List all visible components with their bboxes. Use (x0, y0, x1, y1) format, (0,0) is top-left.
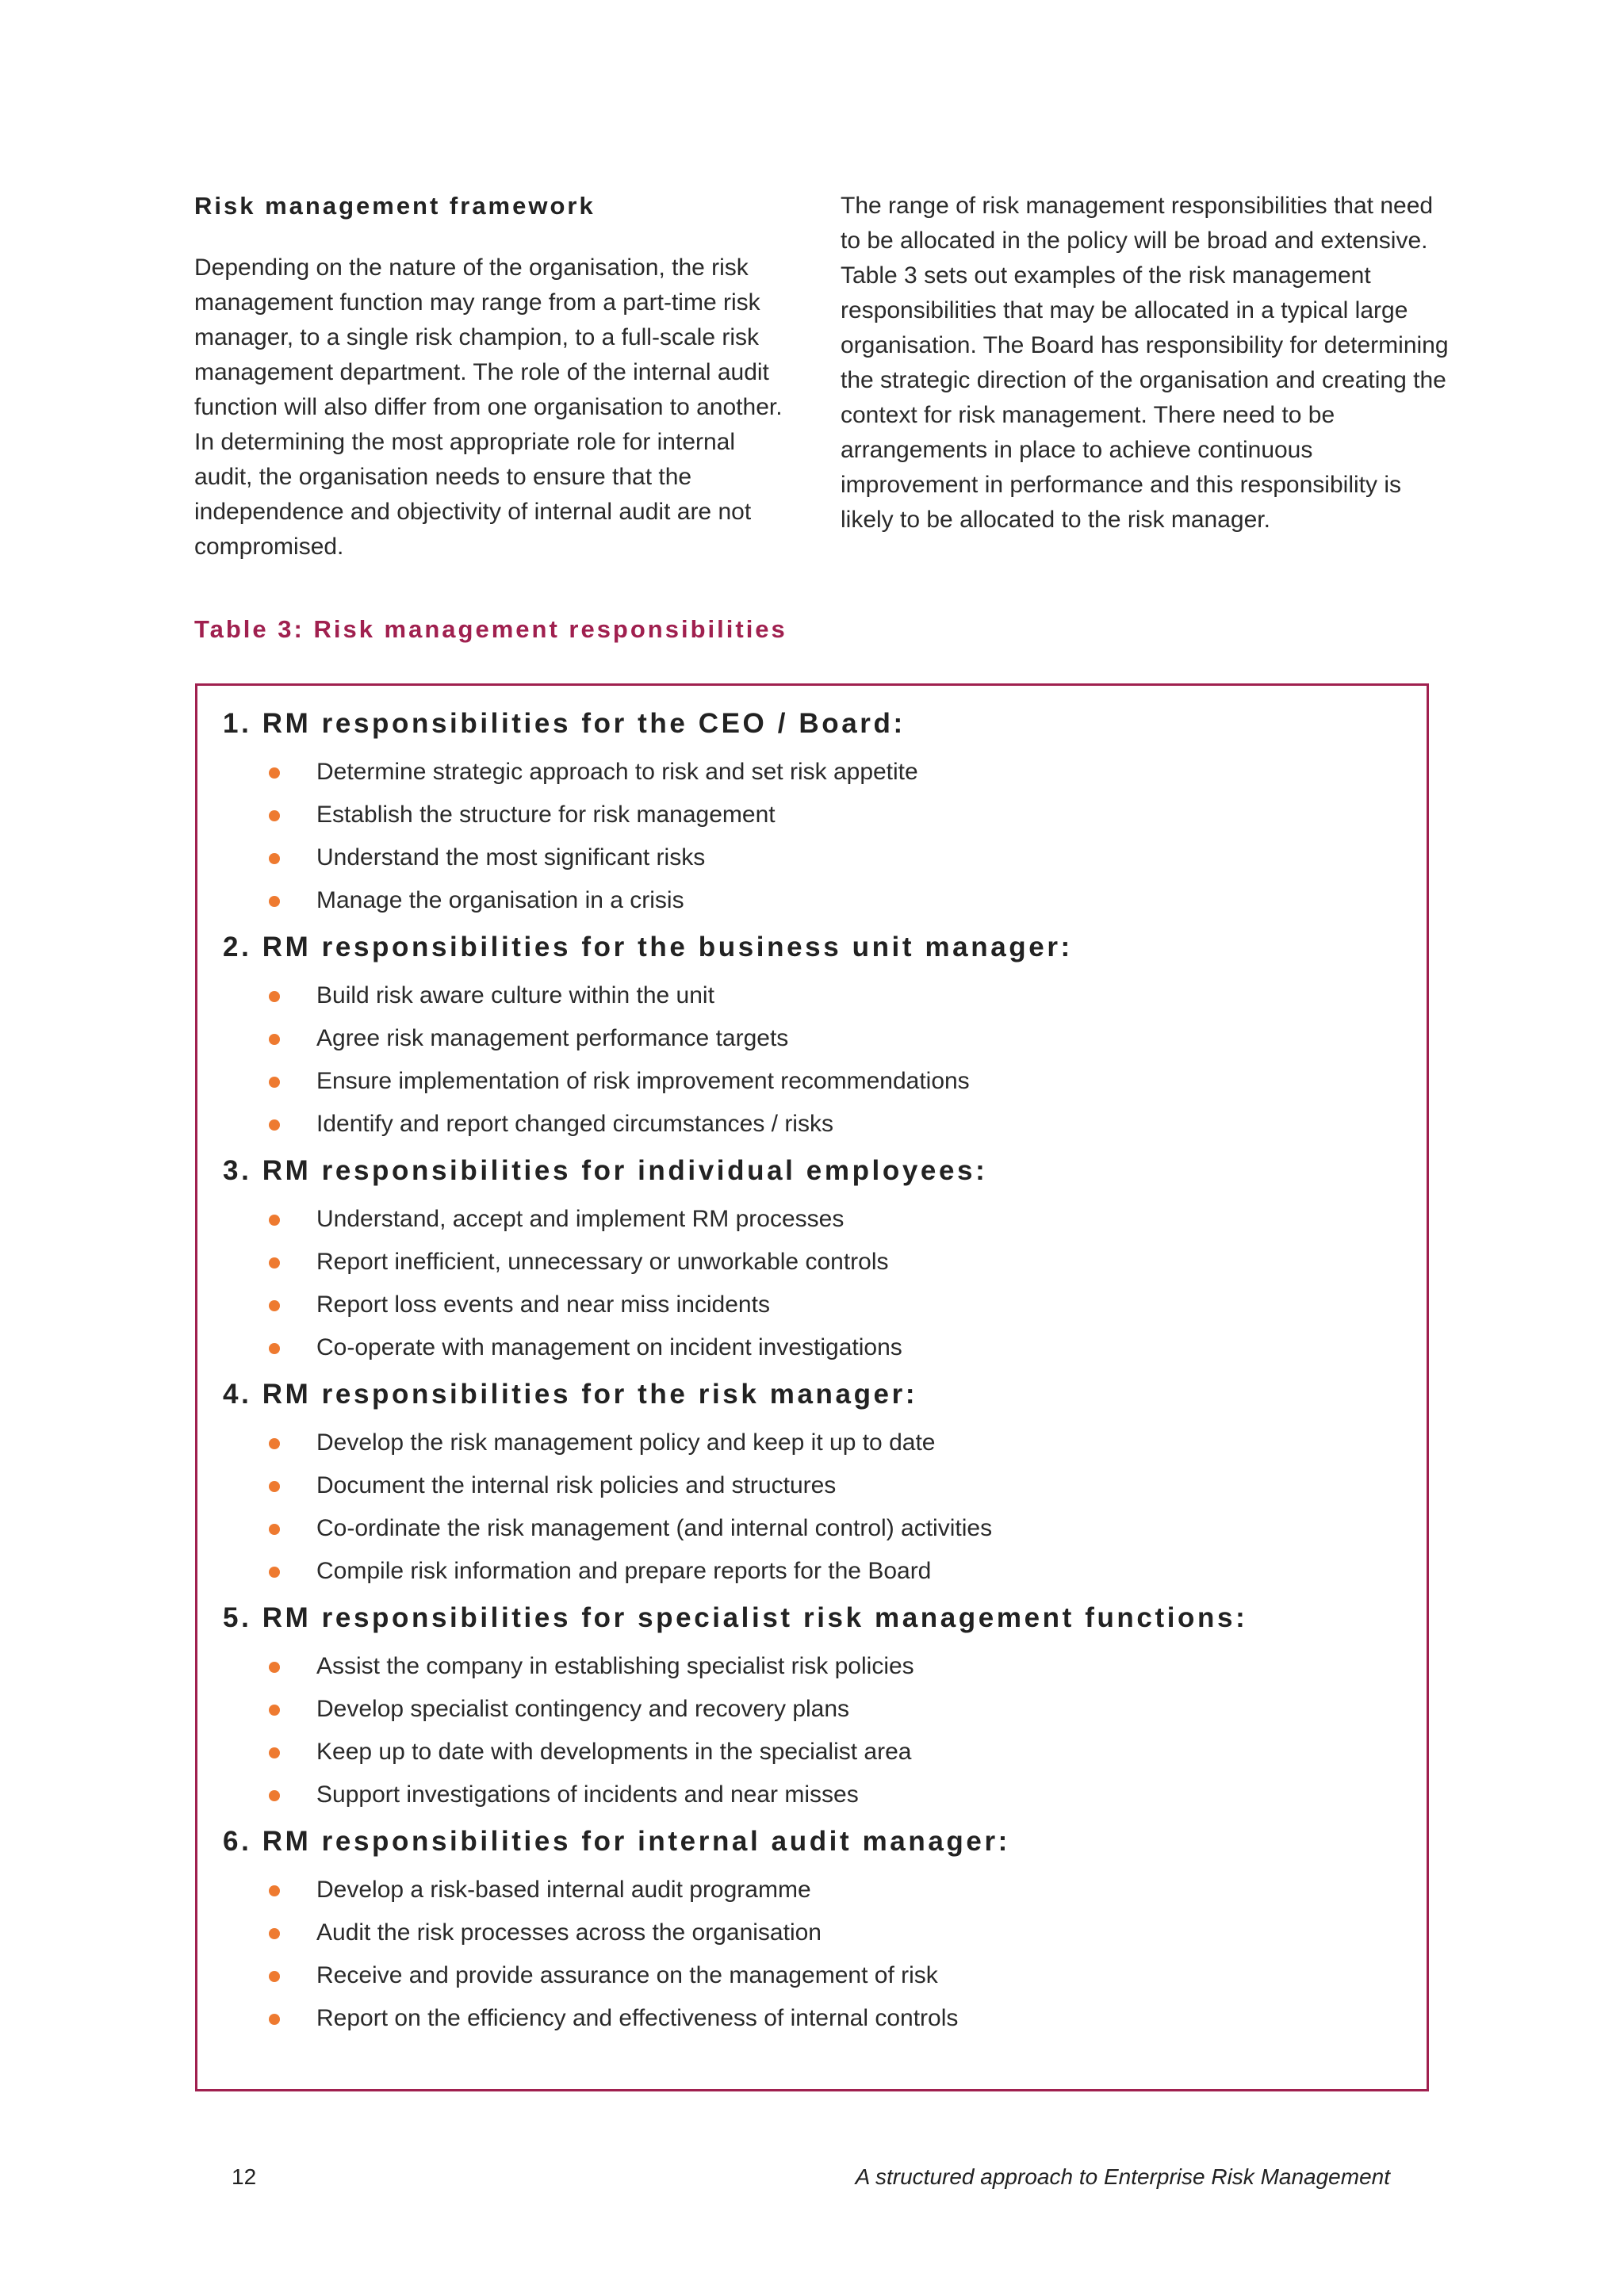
bullet-dot-icon (269, 1077, 280, 1088)
list-item (223, 1284, 1411, 1326)
bullet-dot-icon (269, 1438, 280, 1449)
left-column (194, 187, 797, 564)
list-item (223, 836, 1411, 879)
list-item (223, 1017, 1411, 1060)
bullet-dot-icon (269, 1885, 280, 1896)
bullet-list (223, 751, 1411, 922)
section-title: 1. RM responsibilities for the CEO / Board: (223, 708, 906, 739)
list-item-text: Determine strategic approach to risk and set risk appetite (316, 759, 918, 785)
bullet-dot-icon (269, 1705, 280, 1716)
bullet-dot-icon (269, 1971, 280, 1982)
list-item-text: Identify and report changed circumstances / risks (316, 1111, 833, 1137)
section-title: 6. RM responsibilities for internal audit manager: (223, 1826, 1010, 1857)
list-item (223, 1869, 1411, 1911)
list-item (223, 1422, 1411, 1464)
bullet-dot-icon (269, 1257, 280, 1269)
list-item (223, 1645, 1411, 1688)
intro-paragraph: Depending on the nature of the organisation, the risk management function may range from a part-time risk manager, to a single risk champion, to a full-scale risk management department. The role of the internal audit function will also differ from one organisation to another. In determining the most appropriate role for internal audit, the organisation needs to ensure that the independence and objectivity of internal audit are not compromised. (194, 254, 783, 560)
bullet-dot-icon (269, 767, 280, 779)
responsibility-section (223, 1374, 1411, 1593)
section-title: 2. RM responsibilities for the business unit manager: (223, 932, 1073, 962)
list-item-text: Develop a risk-based internal audit programme (316, 1877, 811, 1903)
bullet-dot-icon (269, 2014, 280, 2025)
list-item-text: Understand the most significant risks (316, 844, 706, 871)
list-item-text: Co-ordinate the risk management (and internal control) activities (316, 1515, 993, 1541)
list-item-text: Develop the risk management policy and keep it up to date (316, 1429, 936, 1456)
list-item-text: Develop specialist contingency and recovery plans (316, 1696, 850, 1722)
list-item (223, 794, 1411, 836)
bullet-dot-icon (269, 1481, 280, 1492)
bullet-dot-icon (269, 1928, 280, 1939)
responsibility-section (223, 1150, 1411, 1369)
list-item-text: Agree risk management performance targets (316, 1025, 789, 1051)
list-item (223, 1688, 1411, 1731)
bullet-dot-icon (269, 1300, 280, 1311)
bullet-dot-icon (269, 1034, 280, 1045)
list-item-text: Keep up to date with developments in the specialist area (316, 1739, 912, 1765)
responsibility-section (223, 1821, 1411, 2040)
section-title: 3. RM responsibilities for individual employees: (223, 1155, 988, 1186)
section-title: 4. RM responsibilities for the risk manager: (223, 1379, 918, 1410)
list-item-text: Compile risk information and prepare reports for the Board (316, 1558, 932, 1584)
list-item (223, 1774, 1411, 1816)
bullet-dot-icon (269, 991, 280, 1002)
list-item (223, 1550, 1411, 1593)
list-item (223, 1326, 1411, 1369)
list-item (223, 1954, 1411, 1997)
responsibility-section (223, 1598, 1411, 1816)
footer-document-title: A structured approach to Enterprise Risk Management (855, 2164, 1390, 2189)
bullet-dot-icon (269, 1790, 280, 1801)
list-item-text: Ensure implementation of risk improvement recommendations (316, 1068, 970, 1094)
bullet-list (223, 974, 1411, 1146)
list-item (223, 879, 1411, 922)
bullet-dot-icon (269, 1524, 280, 1535)
bullet-dot-icon (269, 1747, 280, 1758)
list-item (223, 751, 1411, 794)
list-item-text: Establish the structure for risk management (316, 802, 776, 828)
list-item-text: Build risk aware culture within the unit (316, 982, 714, 1008)
right-column (841, 189, 1451, 538)
list-item (223, 1911, 1411, 1954)
bullet-dot-icon (269, 1119, 280, 1131)
page-number: 12 (232, 2164, 257, 2189)
bullet-list (223, 1198, 1411, 1369)
bullet-dot-icon (269, 1662, 280, 1673)
list-item (223, 1060, 1411, 1103)
responsibilities-sections (223, 703, 1411, 2045)
responsibilities-table (195, 683, 1429, 2091)
responsibility-section (223, 927, 1411, 1146)
list-item-text: Understand, accept and implement RM processes (316, 1206, 845, 1232)
list-item (223, 1507, 1411, 1550)
list-item (223, 1731, 1411, 1774)
responsibility-section (223, 703, 1411, 922)
list-item-text: Manage the organisation in a crisis (316, 887, 684, 913)
bullet-dot-icon (269, 810, 280, 821)
bullet-dot-icon (269, 1215, 280, 1226)
list-item (223, 1464, 1411, 1507)
list-item-text: Document the internal risk policies and structures (316, 1472, 837, 1498)
bullet-list (223, 1645, 1411, 1816)
list-item-text: Report on the efficiency and effectiveness of internal controls (316, 2005, 959, 2031)
bullet-dot-icon (269, 1343, 280, 1354)
list-item (223, 1103, 1411, 1146)
list-item-text: Co-operate with management on incident investigations (316, 1334, 902, 1360)
list-item-text: Assist the company in establishing specialist risk policies (316, 1653, 914, 1679)
bullet-list (223, 1869, 1411, 2040)
bullet-list (223, 1422, 1411, 1593)
list-item (223, 1241, 1411, 1284)
table-title: Table 3: Risk management responsibilities (194, 615, 787, 643)
list-item (223, 1198, 1411, 1241)
list-item-text: Support investigations of incidents and near misses (316, 1781, 859, 1808)
list-item-text: Report inefficient, unnecessary or unworkable controls (316, 1249, 889, 1275)
list-item (223, 974, 1411, 1017)
bullet-dot-icon (269, 1567, 280, 1578)
list-item (223, 1997, 1411, 2040)
bullet-dot-icon (269, 853, 280, 864)
section-title: 5. RM responsibilities for specialist risk management functions: (223, 1602, 1248, 1633)
responsibilities-paragraph: The range of risk management responsibilities that need to be allocated in the policy will be broad and extensive. Table 3 sets out examples of the risk management responsibilities that may be allocated in a typical large organisation. The Board has responsibility for determining the strategic direction of the organisation and creating the context for risk management. There need to be arrangements in place to achieve continuous improvement in performance and this responsibility is likely to be allocated to the risk manager. (841, 193, 1449, 533)
section-heading: Risk management framework (194, 192, 596, 220)
list-item-text: Audit the risk processes across the organisation (316, 1919, 822, 1946)
bullet-dot-icon (269, 896, 280, 907)
list-item-text: Report loss events and near miss incidents (316, 1292, 770, 1318)
list-item-text: Receive and provide assurance on the management of risk (316, 1962, 938, 1988)
